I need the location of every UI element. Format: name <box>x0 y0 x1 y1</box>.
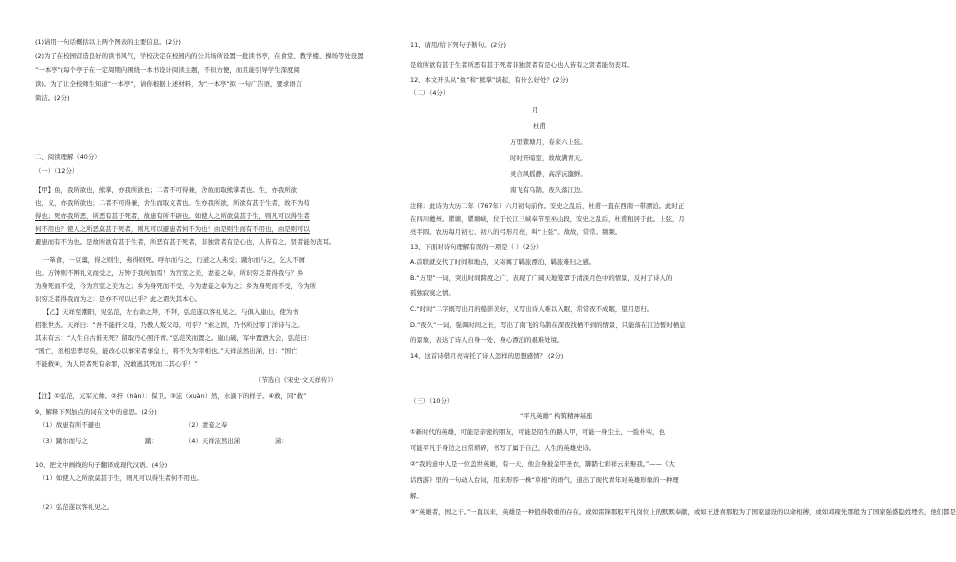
passage-a2-line1: 一箪食，一豆羹，得之则生，弗得则死。呼尔而与之，行道之人弗受；蹴尔而与之，乞人不屑 <box>43 256 306 264</box>
subsection-one-title: （一）（12分） <box>35 167 79 175</box>
passage-source: （节选自《宋史·文天祥传》） <box>255 376 337 384</box>
q9-item1: （1）故患有所不避也 <box>39 421 101 429</box>
passage-a-line2: 也，义，亦我所欲也；二者不可得兼，舍生而取义者也。生亦我所欲，所欲有甚于生者，故不为苟 <box>35 199 310 207</box>
passage-b-line5: 不能救④，为人臣者死有余罪，况敢逃其死而二其心乎！” <box>35 360 198 368</box>
q9-item2: （2）妻妾之奉 <box>185 421 228 429</box>
poem-line2: 时时开暗室，故故满青天。 <box>510 154 587 162</box>
q13-option-d-line2: 的景象，表达了诗人自身一处、身心漂泊的艰难处境。 <box>410 336 564 344</box>
q13-option-c: C.“时时”二字既写出月的船影美好，又写出诗人难以入眠，常常夜不成眠，望月思归。 <box>410 305 654 313</box>
passage-a2-line4: 识穷乏者得我而为之：是亦不可以已乎？此之谓失其本心。 <box>35 295 202 303</box>
poem-line1: 万里瞿塘月，春来六上弦。 <box>510 138 587 146</box>
essay-line3: ②“我的意中人是一位盖世英雄，有一天，他会身披金甲圣衣，脚踏七彩祥云来娶我。”——《大 <box>410 460 675 468</box>
essay-line6: ③“英雄者，国之干。”一直以来，英雄是一种值得敬重的存在。或如雷锋那般平凡岗位上的默默奉献，或如王进喜那般为了国家建设的以命相搏，或如邓稼先那般为了国家强盛隐姓埋名，他们都是 <box>410 508 956 516</box>
q10-item1: （1）如使人之所欲莫甚于生，则凡可以得生者何不用也。 <box>39 474 203 482</box>
q10-item2: （2）弘范遂以客礼见之。 <box>39 503 114 511</box>
q8-part2-line4: 简洁。(2分) <box>35 94 70 102</box>
passage-a-line3: 得也；死亦我所恶，所恶有甚于死者，故患有所不辟也。如使人之所欲莫甚于生，则凡可以得生者 <box>35 212 310 220</box>
poem-author: 杜甫 <box>533 122 546 130</box>
q9-item4: （4）天祥泫然出涕 <box>185 437 241 445</box>
passage-a-line5: 避患而有不为也。是故所欲有甚于生者，所恶有甚于死者，非独贤者有是心也，人皆有之，贤者能勿丧耳。 <box>35 238 336 246</box>
passage-note: 【注】①弘范，元军元帅。②扞（hàn）：保卫。③泫（xuàn）然，水滴下的样子。④救，同“救” <box>35 392 307 400</box>
poem-title: 月 <box>532 106 539 114</box>
q8-part2-line2: “一本亭”(每个亭子在一定周期内围绕一本书设计阅读主题，不但方便，而且能引导学生深度阅 <box>35 66 300 74</box>
poem-line3: 灵合风摇静，高浮沆瀣鲜。 <box>510 170 587 178</box>
q12-title: 12、本文开头从“鱼”和“熊掌”谈起，有什么好处？(2分) <box>410 76 569 84</box>
q13-title: 13、下面对诗句理解有误的一项是（ ）（2分） <box>410 243 543 251</box>
q8-part1: (1)请用一句话概括以上两个图表的主要信息。(2分) <box>35 38 181 46</box>
q9-item3: （3）蹴尔而与之 <box>39 437 88 445</box>
essay-title: “平凡英雄” 构筑精神基座 <box>520 412 593 420</box>
subsection-three-title: （三）（10分） <box>410 397 454 405</box>
passage-b-line2: 招张世杰。天祥曰：“吾不能扞父母，乃教人叛父母，可乎？”索之固，乃书所过零丁洋诗与之。 <box>35 321 304 329</box>
q10-title: 10、把文中画线的句子翻译成现代汉语。(4分) <box>35 461 168 469</box>
passage-a2-line3: 为身死而不受，今为宫室之美为之；乡为身死而不受，今为妻妾之奉为之；乡为身死而不受，今为所 <box>35 282 317 290</box>
q11-title: 11、请用/给下列句子断句。(2分) <box>410 41 507 49</box>
passage-b-line3: 其末有云：“人生自古谁无死？留取丹心照汗青。”弘范笑而置之。崖山破，军中置酒大会，弘范曰： <box>35 334 314 342</box>
section-two-title: 二、阅读理解（40分） <box>35 153 101 161</box>
poem-line4: 南飞有乌鹊，夜久落江边。 <box>510 186 587 194</box>
q9-item3-answer: 蹴： <box>145 437 158 445</box>
subsection-two-title: （二）（4分） <box>410 89 450 97</box>
poem-note-line3: 亮半圆。农历每月初七、初八的弓形月亮，叫“上弦”。故故，常常。频频。 <box>410 228 622 236</box>
q13-option-a: A.首联就交代了时间和地点，又寄寓了羁旅漂泊、羁旅难归之感。 <box>410 258 596 266</box>
q13-option-b-line2: 孤独寂寞之情。 <box>410 289 455 297</box>
q13-option-d-line1: D.“夜久”一词，强调时间之长，写出了南飞的乌鹊在深夜找栖不到的情景，只能落在江边暂时栖息 <box>410 321 686 329</box>
essay-line5: 解。 <box>410 492 423 500</box>
essay-line2: 可能平凡于身边之日常琐碎，书写了属于自己、人生的英雄史诗。 <box>410 444 596 452</box>
passage-b-line1: 【乙】天祥至潮阳，见弘范，左右命之拜，不拜，弘范遂以客礼见之，与俱入崖山，使为书 <box>43 308 299 316</box>
q13-option-b-line1: B.“万里”一词，突出时间跨度之广，表现了广阔天地笼罩于清淡月色中的情景，反衬了诗人的 <box>410 274 673 282</box>
passage-a-line4: 何不用也？使人之所恶莫甚于死者，则凡可以避患者何不为也！由是则生而有不用也，由是则可以 <box>35 225 310 233</box>
poem-note-line1: 注释：此诗为大历二年（767年）六月初旬前作。安史之乱后，杜甫一直在西南一带漂泊。此时正 <box>410 202 685 210</box>
q9-title: 9、解释下列加点的词在文中的意思。(2分) <box>35 408 157 416</box>
passage-b-line4: “国亡，丞相忠孝尽矣，能改心以事宋者事皇上，将不失为宰相也。”天祥泫然出涕，曰：“国亡 <box>35 347 298 355</box>
q9-item4-answer: 涕： <box>275 437 288 445</box>
q8-part2-line3: 读)。为了让全校师生知道“一本亭”，请你根据上述材料，为“一本亭”拟 一句广告语，要求语言 <box>35 80 303 88</box>
q8-part2-line1: (2)为了在校园营造良好的读书风气，学校决定在校园内的公共场所设置一批读书亭，在食堂、教学楼、操场等处设置 <box>35 52 364 60</box>
essay-line1: ①新时代的英雄，可能是亲密的朋友，可能是陌生的路人甲，可能一身尘土、一脸朴实，也 <box>410 428 665 436</box>
poem-note-line2: 在四川夔州。瞿塘，瞿塘峡，位于长江三峡奉节至巫山段，安史之乱后，杜甫租居于此。上弦，月 <box>410 215 685 223</box>
essay-line4: 话西游》里的一句动人台词，用来形容一株“草根”的语气，道出了现代青年对英雄形象的一种理 <box>410 476 679 484</box>
passage-a-line1: 【甲】鱼，我所欲也，熊掌，亦我所欲也；二者不可得兼，舍鱼而取熊掌者也。生，亦我所欲 <box>35 186 298 194</box>
q11-text: 是故所欲有甚于生者所恶有甚于死者非独贤者有是心也人皆有之贤者能勿丧耳。 <box>410 61 634 69</box>
q14-title: 14、这首诗借月亮寄托了诗人怎样的思想感情？ (2分) <box>410 352 564 360</box>
passage-a2-line2: 也。万钟则不辨礼义而受之，万钟于我何加焉！为宫室之美，妻妾之奉，所识穷乏者得我与？乡 <box>35 269 304 277</box>
